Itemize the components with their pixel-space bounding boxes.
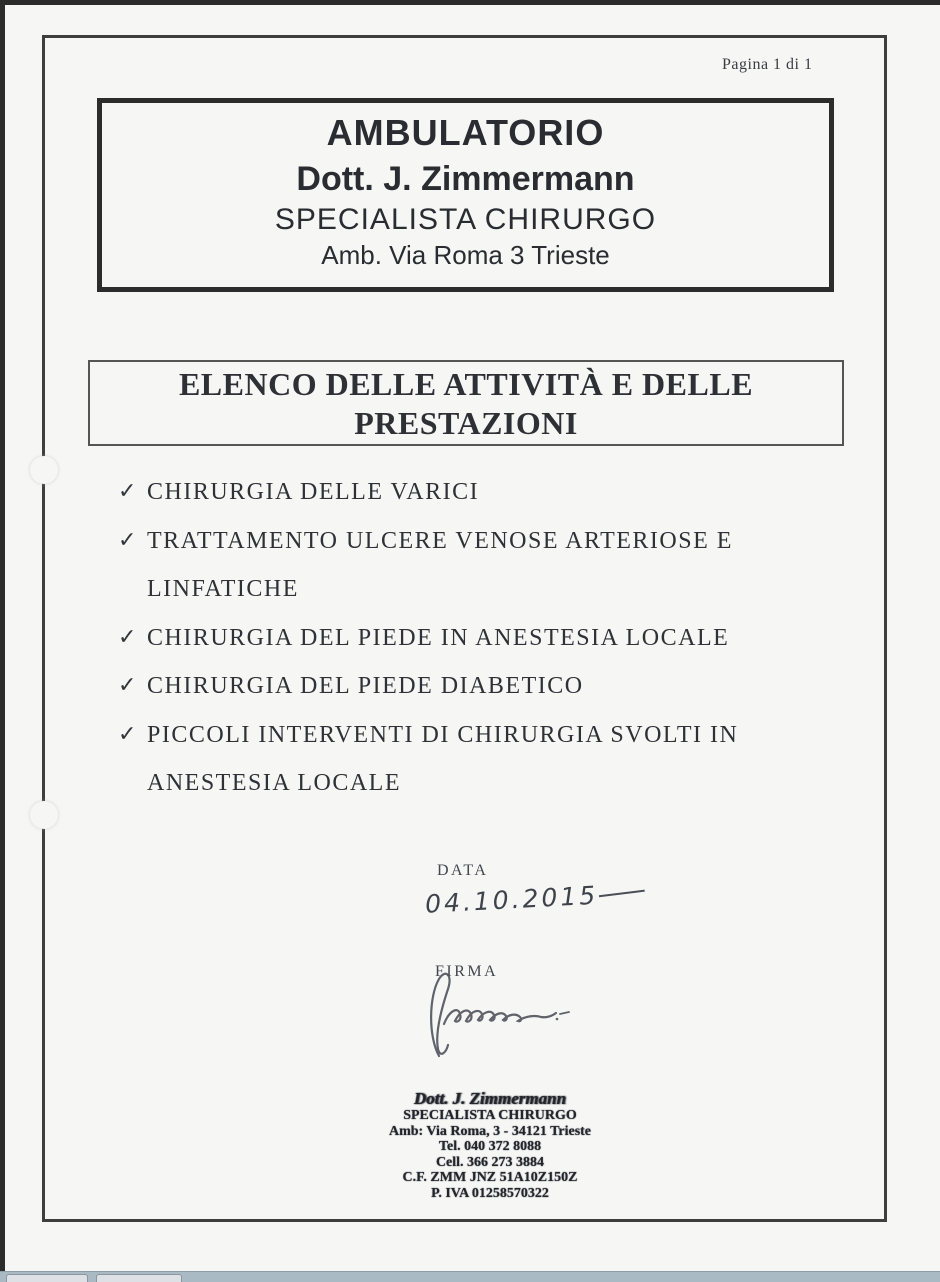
checkmark-icon: ✓ bbox=[118, 479, 138, 504]
service-item-label: TRATTAMENTO ULCERE VENOSE ARTERIOSE E LINFATICHE bbox=[147, 527, 733, 602]
scan-edge-left bbox=[0, 0, 5, 1272]
stamp-address: Amb: Via Roma, 3 - 34121 Trieste bbox=[388, 1123, 592, 1139]
doctor-name: Dott. J. Zimmermann bbox=[296, 160, 635, 198]
date-section bbox=[424, 862, 599, 919]
service-item bbox=[118, 662, 786, 711]
doctor-stamp bbox=[350, 1090, 630, 1201]
punch-hole-top bbox=[30, 456, 58, 484]
checkmark-icon: ✓ bbox=[118, 721, 138, 747]
service-item-label: PICCOLI INTERVENTI DI CHIRURGIA SVOLTI IN ANESTESIA LOCALE bbox=[147, 721, 739, 796]
checkmark-icon: ✓ bbox=[118, 624, 138, 650]
date-trailing-stroke bbox=[599, 890, 645, 898]
stamp-mobile: Cell. 366 273 3884 bbox=[435, 1154, 545, 1170]
stamp-fiscal-code: C.F. ZMM JNZ 51A10Z150Z bbox=[402, 1170, 578, 1185]
stamp-vat: P. IVA 01258570322 bbox=[431, 1185, 549, 1201]
service-item-label: CHIRURGIA DELLE VARICI bbox=[147, 479, 480, 505]
handwritten-signature bbox=[408, 970, 583, 1065]
service-item bbox=[118, 468, 786, 517]
clinic-address: Amb. Via Roma 3 Trieste bbox=[321, 240, 610, 270]
doctor-specialty: SPECIALISTA CHIRURGO bbox=[274, 203, 657, 236]
service-item-label: CHIRURGIA DEL PIEDE IN ANESTESIA LOCALE bbox=[147, 624, 730, 651]
service-item bbox=[118, 517, 786, 614]
bottom-button-partial-2[interactable] bbox=[96, 1274, 182, 1282]
checkmark-icon: ✓ bbox=[118, 673, 138, 698]
handwritten-date-text: 04.10.2015 bbox=[424, 880, 599, 919]
bottom-button-partial-1[interactable] bbox=[6, 1274, 88, 1282]
services-list bbox=[118, 468, 786, 808]
services-title-box bbox=[88, 360, 844, 446]
letterhead-box bbox=[97, 98, 834, 292]
service-item bbox=[118, 614, 786, 663]
clinic-name: AMBULATORIO bbox=[326, 112, 605, 153]
services-title: ELENCO DELLE ATTIVITÀ E DELLE PRESTAZIONI bbox=[178, 366, 754, 441]
scan-edge-top bbox=[0, 0, 940, 5]
stamp-specialty: SPECIALISTA CHIRURGO bbox=[403, 1108, 577, 1123]
punch-hole-bottom bbox=[30, 801, 58, 829]
checkmark-icon: ✓ bbox=[118, 527, 138, 553]
service-item bbox=[118, 711, 786, 808]
date-label: DATA bbox=[437, 862, 489, 879]
service-item-label: CHIRURGIA DEL PIEDE DIABETICO bbox=[147, 673, 584, 699]
stamp-doctor-name: Dott. J. Zimmermann bbox=[413, 1089, 567, 1108]
signature-label: FIRMA bbox=[435, 963, 499, 980]
bottom-ui-strip bbox=[0, 1271, 940, 1282]
stamp-phone: Tel. 040 372 8088 bbox=[438, 1139, 542, 1154]
page-number-indicator: Pagina 1 di 1 bbox=[722, 56, 813, 73]
